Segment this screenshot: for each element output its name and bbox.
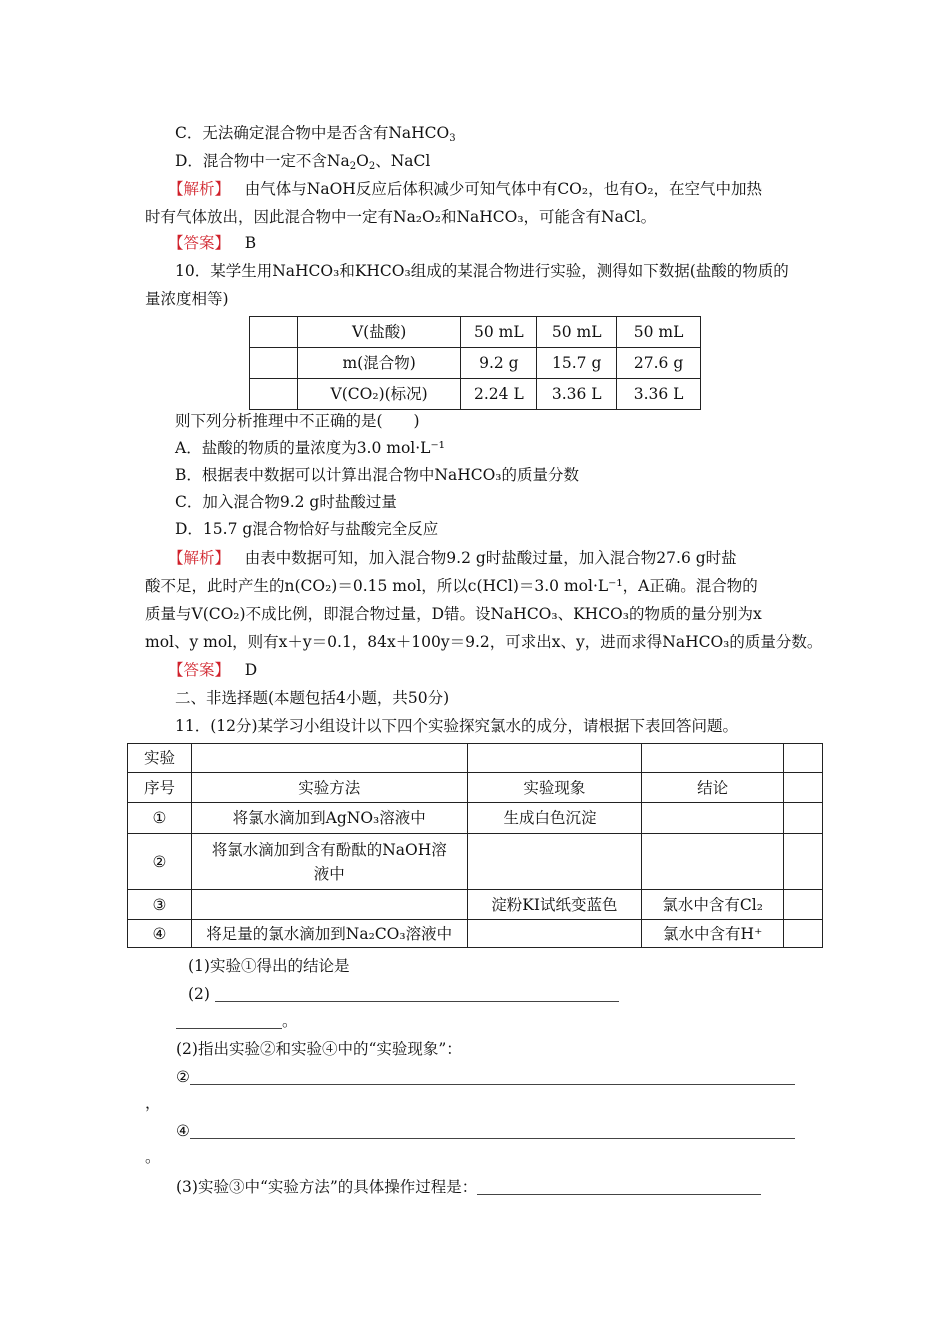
q11-sub2-label: (2)指出实验②和实验④中的“实验现象”： <box>176 1040 462 1058</box>
q11-sub1-answer: (2) <box>188 983 619 1005</box>
q10-answer: 【答案】 D <box>168 661 258 679</box>
q10-analysis-line4: mol、y mol，则有x＋y＝0.1，84x＋100y＝9.2，可求出x、y，进而求得NaHCO₃的质量分数。 <box>145 633 823 651</box>
q10-question: 则下列分析推理中不正确的是( ) <box>175 412 420 430</box>
q10-data-table <box>249 316 701 410</box>
q9-option-d: D．混合物中一定不含$Na_2O_2$、NaCl <box>175 152 431 172</box>
q11-sub2-answer2: ② <box>176 1066 795 1088</box>
q11-sub3: (3)实验③中“实验方法”的具体操作过程是： <box>176 1176 761 1198</box>
q10-option-b: B．根据表中数据可以计算出混合物中NaHCO₃的质量分数 <box>175 466 579 484</box>
answer-blank[interactable] <box>215 985 619 1002</box>
q11-sub1-label: (1)实验①得出的结论是 <box>188 957 350 975</box>
q9-analysis-line2: 时有气体放出，因此混合物中一定有Na₂O₂和NaHCO₃，可能含有NaCl。 <box>145 208 657 226</box>
q11-experiment-table <box>127 743 823 948</box>
q11-stem: 11．(12分)某学习小组设计以下四个实验探究氯水的成分，请根据下表回答问题。 <box>175 717 739 735</box>
table-row: m(混合物) 9.2 g 15.7 g 27.6 g <box>250 348 701 379</box>
analysis-tag: 【解析】 <box>168 180 231 198</box>
answer-blank[interactable] <box>477 1178 761 1195</box>
q9-option-c: C．无法确定混合物中是否含有NaHCO$_3$ <box>175 124 456 144</box>
answer-blank[interactable] <box>190 1068 795 1085</box>
q11-sub2-answer4: ④ <box>176 1120 795 1142</box>
table-row: ④ 将足量的氯水滴加到Na₂CO₃溶液中 氯水中含有H⁺ <box>128 920 823 948</box>
table-row: ③ 淀粉KI试纸变蓝色 氯水中含有Cl₂ <box>128 890 823 920</box>
answer-tag: 【答案】 <box>168 661 231 679</box>
q10-analysis-line2: 酸不足，此时产生的n(CO₂)＝0.15 mol，所以c(HCl)＝3.0 mol·L⁻¹，A正确。混合物的 <box>145 577 758 595</box>
table-row: ① 将氯水滴加到AgNO₃溶液中 生成白色沉淀 <box>128 803 823 834</box>
q9-analysis-line1: 【解析】 由气体与NaOH反应后体积减少可知气体中有CO₂，也有O₂，在空气中加热 <box>168 180 763 198</box>
q10-stem-line1: 10．某学生用NaHCO₃和KHCO₃组成的某混合物进行实验，测得如下数据(盐酸的物质的 <box>175 262 789 280</box>
q10-option-a: A．盐酸的物质的量浓度为3.0 mol·L⁻¹ <box>175 439 445 457</box>
q11-sub2-comma: ， <box>145 1094 161 1112</box>
table-row: 序号 实验方法 实验现象 结论 <box>128 773 823 803</box>
q10-stem-line2: 量浓度相等) <box>145 290 229 308</box>
q11-sub1-continuation: 。 <box>176 1010 298 1032</box>
q11-sub2-period: 。 <box>145 1148 161 1166</box>
analysis-tag: 【解析】 <box>168 549 231 567</box>
table-row: V(盐酸) 50 mL 50 mL 50 mL <box>250 317 701 348</box>
answer-blank[interactable] <box>176 1012 282 1029</box>
answer-tag: 【答案】 <box>168 234 231 252</box>
answer-blank[interactable] <box>190 1122 795 1139</box>
q10-option-c: C．加入混合物9.2 g时盐酸过量 <box>175 493 397 511</box>
q10-analysis-line1: 【解析】 由表中数据可知，加入混合物9.2 g时盐酸过量，加入混合物27.6 g时盐 <box>168 549 737 567</box>
q10-analysis-line3: 质量与V(CO₂)不成比例，即混合物过量，D错。设NaHCO₃、KHCO₃的物质的量分别为x <box>145 605 762 623</box>
table-row: 实验 <box>128 744 823 773</box>
table-row: ② 将氯水滴加到含有酚酞的NaOH溶 液中 <box>128 834 823 890</box>
section-heading: 二、非选择题(本题包括4小题，共50分) <box>175 689 450 707</box>
q9-answer: 【答案】 B <box>168 234 257 252</box>
table-row: V(CO₂)(标况) 2.24 L 3.36 L 3.36 L <box>250 379 701 410</box>
q10-option-d: D．15.7 g混合物恰好与盐酸完全反应 <box>175 520 439 538</box>
